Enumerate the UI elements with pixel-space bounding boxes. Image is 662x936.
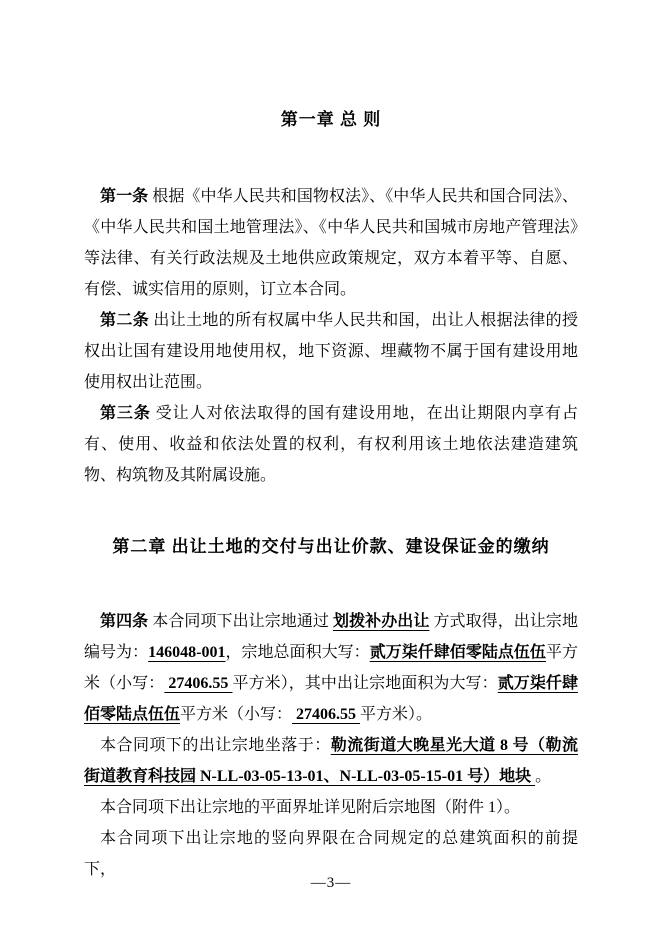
chapter2-title: 第二章 出让土地的交付与出让价款、建设保证金的缴纳 [112,537,550,556]
blank-transfer-method: 划拨补办出让 [333,613,430,630]
article-4-text-6: 平方米（小写： [180,706,293,723]
article-4-text-5: 平方米），其中出让宗地面积为大写： [232,675,498,692]
article-4-term: 第四条 [100,613,149,630]
blank-parcel-number: 146048-001 [148,644,226,661]
paragraph-article-3 [84,398,578,491]
article-3-term: 第三条 [100,405,151,422]
vertical-boundary-text: 本合同项下出让宗地的竖向界限在合同规定的总建筑面积的前提下， [84,830,578,878]
article-4-text-3: ，宗地总面积大写： [225,644,370,661]
location-text-2: 。 [535,768,552,785]
paragraph-article-2 [84,305,578,398]
article-2-body: 出让土地的所有权属中华人民共和国，出让人根据法律的授权出让国有建设用地使用权，地下资源、埋藏物不属于国有建设用地使用权出让范围。 [84,312,578,391]
article-3-body: 受让人对依法取得的国有建设用地，在出让期限内享有占有、使用、收益和依法处置的权利，有权利用该土地依法建造建筑物、构筑物及其附属设施。 [84,405,578,484]
paragraph-location [84,730,578,792]
article-4-text-2: 方式取得，出让宗地编号为： [84,613,578,661]
article-4-text-1: 本合同项下出让宗地通过 [148,613,334,630]
blank-parcel-location: 勒流街道大晚星光大道 8 号（勒流街道教育科技园 N-LL-03-05-13-01、N-LL-03-05-15-01 号）地块 [84,737,578,785]
blank-parcel-area-words: 贰万柒仟肆佰零陆点伍伍 [84,675,578,723]
article-4-text-7: 平方米）。 [360,706,433,723]
paragraph-article-1 [84,181,578,305]
blank-total-area-words: 贰万柒仟肆佰零陆点伍伍 [369,644,546,661]
paragraph-boundary-plan [84,792,578,823]
blank-parcel-area-figures: 27406.55 [292,706,361,723]
blank-total-area-figures: 27406.55 [164,675,233,692]
article-4-text-4: 平方米（小写： [84,644,578,692]
chapter1-title: 第一章 总 则 [280,110,382,129]
article-2-term: 第二条 [100,312,150,329]
article-1-body: 根据《中华人民共和国物权法》、《中华人民共和国合同法》、《中华人民共和国土地管理法》、《中华人民共和国城市房地产管理法》等法律、有关行政法规及土地供应政策规定，双方本着平等、自愿、有偿、诚实信用的原则，订立本合同。 [84,188,578,298]
article-1-term: 第一条 [100,188,149,205]
boundary-plan-text: 本合同项下出让宗地的平面界址详见附后宗地图（附件 1）。 [100,799,521,816]
location-text-1: 本合同项下的出让宗地坐落于： [100,737,331,754]
page-number: —3— [310,875,352,891]
paragraph-article-4 [84,606,578,730]
